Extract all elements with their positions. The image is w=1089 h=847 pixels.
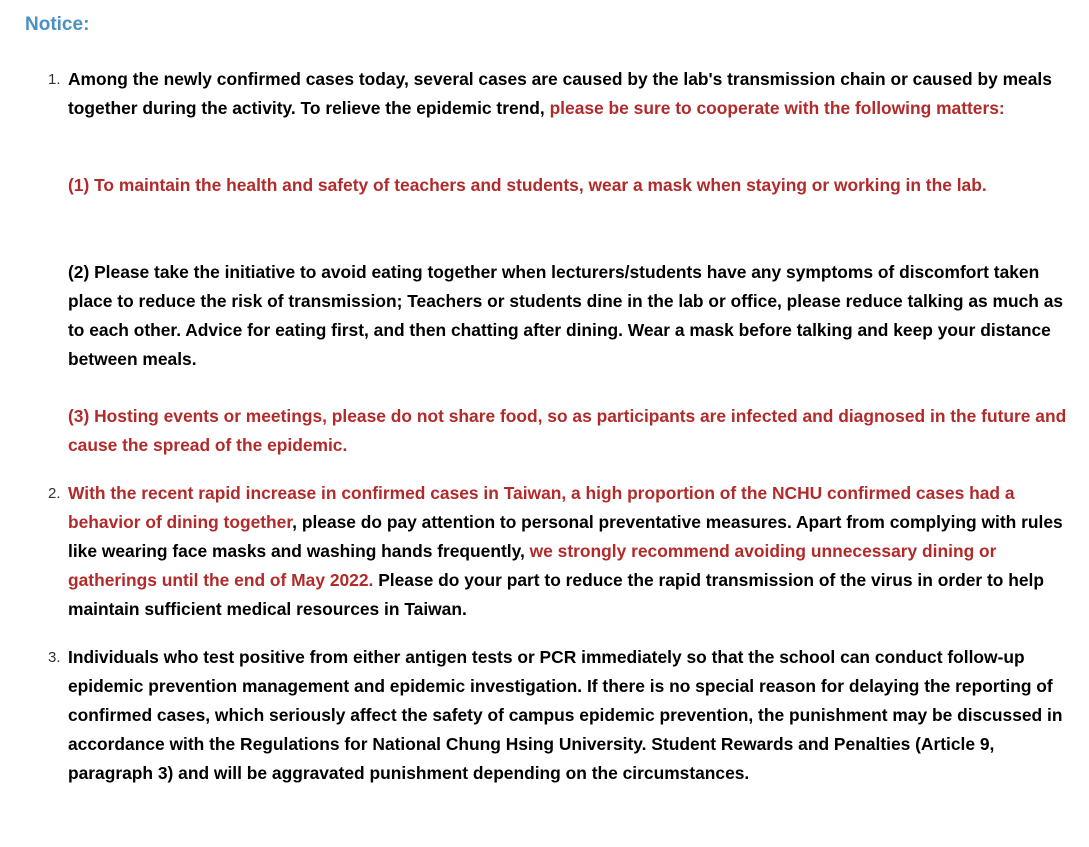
list-item-3 xyxy=(48,643,1068,788)
item-2-text-b: , please do pay attention to personal preventative measures. Apart from complying with rules like wearing face masks and washing hands frequently, xyxy=(68,512,1063,561)
list-item-1 xyxy=(48,65,1068,123)
item-3-text: Individuals who test positive from either antigen tests or PCR immediately so that the school can conduct follow-up epidemic prevention management and epidemic investigation. If there is no special reason for delaying the reporting of confirmed cases, which seriously affect the safety of campus epidemic prevention, the punishment may be discussed in accordance with the Regulations for National Chung Hsing University. Student Rewards and Penalties (Article 9, paragraph 3) and will be aggravated punishment depending on the circumstances. xyxy=(68,647,1063,783)
list-number-2: 2. xyxy=(48,485,61,502)
item-1-text: Among the newly confirmed cases today, several cases are caused by the lab's transmission chain or caused by meals together during the activity. To relieve the epidemic trend, xyxy=(68,69,1052,118)
list-number-3: 3. xyxy=(48,649,61,666)
sub-item-3: (3) Hosting events or meetings, please do not share food, so as participants are infected and diagnosed in the future and cause the spread of the epidemic. xyxy=(68,406,1067,455)
item-1-emphasis: please be sure to cooperate with the following matters: xyxy=(549,98,1005,118)
list-number-1: 1. xyxy=(48,71,61,88)
list-item-2 xyxy=(48,479,1068,624)
sub-item-1: (1) To maintain the health and safety of teachers and students, wear a mask when staying or working in the lab. xyxy=(68,175,987,195)
item-2-emphasis-a: With the recent rapid increase in confirmed cases in Taiwan, a high proportion of the NCHU confirmed cases had a behavior of dining together xyxy=(68,483,1015,532)
item-2-emphasis-c: we strongly recommend avoiding unnecessary dining or gatherings until the end of May 2022. xyxy=(68,541,997,590)
notice-heading: Notice: xyxy=(25,14,90,35)
sub-item-2: (2) Please take the initiative to avoid eating together when lecturers/students have any symptoms of discomfort taken place to reduce the risk of transmission; Teachers or students dine in the lab or office, please reduce talking as much as to each other. Advice for eating first, and then chatting after dining. Wear a mask before talking and keep your distance between meals. xyxy=(68,262,1064,369)
item-2-text-d: Please do your part to reduce the rapid transmission of the virus in order to help maintain sufficient medical resources in Taiwan. xyxy=(68,570,1044,619)
